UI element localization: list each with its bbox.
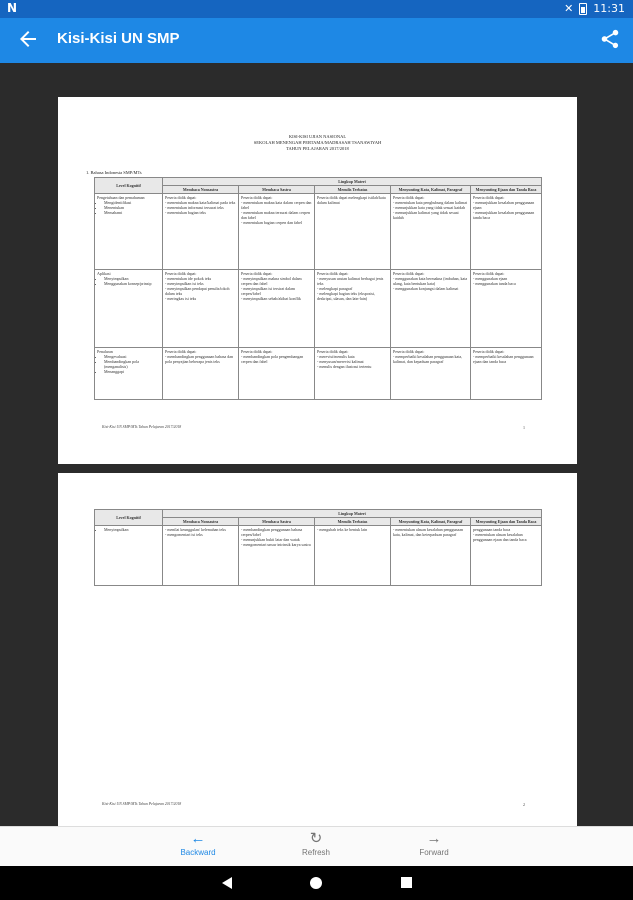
- table-cell: - mengubah teks ke bentuk lain: [315, 526, 391, 586]
- table-row: [95, 270, 542, 348]
- table-cell: Peserta didik dapat: - membandingkan pola pengembangan cerpen dan fabel: [239, 348, 315, 400]
- level-bullet: • Memahami: [104, 210, 160, 215]
- system-home-icon[interactable]: [310, 877, 322, 889]
- pdf-page-2: [58, 473, 577, 826]
- table-cell: - menilai keunggulan/ kelemahan teks - mengomentari isi teks: [163, 526, 239, 586]
- column-header: Menulis Terbatas: [315, 518, 391, 526]
- title-line: TAHUN PELAJARAN 2017/2018: [286, 146, 349, 151]
- column-header: Membaca Nonsastra: [163, 518, 239, 526]
- system-back-icon[interactable]: [222, 877, 232, 889]
- column-header: Menyunting Kata, Kalimat, Paragraf: [391, 518, 471, 526]
- page-footer: Kisi-Kisi UN SMP/MTs Tahun Pelajaran 2017/2018: [102, 425, 182, 429]
- table-cell: Peserta didik dapat: - membandingkan penggunaan bahasa dan pola penyajian beberapa jenis teks: [163, 348, 239, 400]
- level-name: Pengetahuan dan pemahaman: [97, 195, 145, 200]
- table-cell: Peserta didik dapat: - menggunakan kata bermakna (imbuhan, kata ulang, kata bentukan kata) - menggunakan konjungsi dalam kalimat: [391, 270, 471, 348]
- status-bar: [0, 0, 633, 18]
- pdf-viewer[interactable]: [0, 63, 633, 826]
- table-cell: Peserta didik dapat: - menyimpulkan makna simbol dalam cerpen dan fabel - menyimpulkan isi tersirat dalam cerpen/fabel - menyimpulkan sebab/akibat konflik: [239, 270, 315, 348]
- backward-button[interactable]: [158, 830, 238, 857]
- column-header: Membaca Sastra: [239, 518, 315, 526]
- table-cell: - menentukan alasan kesalahan penggunaan kata, kalimat, dan keterpaduan paragraf: [391, 526, 471, 586]
- table-cell: Peserta didik dapat: - memperbaiki kesalahan penggunaan kata, kalimat, dan kepaduan paragraf: [391, 348, 471, 400]
- document-title: [58, 134, 577, 152]
- level-bullet: • Membandingkan pola (menganalisis): [104, 359, 160, 369]
- system-navigation-bar: [0, 866, 633, 900]
- forward-label: Forward: [419, 848, 449, 857]
- level-name: Aplikasi: [97, 271, 111, 276]
- title-line: KISI-KISI UJIAN NASIONAL: [288, 134, 347, 139]
- lingkup-header: Lingkup Materi: [163, 178, 542, 186]
- level-bullet: • Mengidentifikasi: [104, 200, 160, 205]
- page-number: 1: [523, 425, 525, 430]
- arrow-right-icon: →: [426, 830, 442, 847]
- table-cell: Peserta didik dapat: - menentukan ide pokok teks - menyimpulkan isi teks - menyimpulkan pendapat penulis/tokoh dalam teks - meringkas isi teks: [163, 270, 239, 348]
- table-row: [95, 526, 542, 586]
- level-cell: [95, 526, 163, 586]
- table-cell: Peserta didik dapat melengkapi istilah/kata dalam kalimat: [315, 194, 391, 270]
- arrow-left-icon: ←: [190, 830, 206, 847]
- level-name: Penalaran: [97, 349, 113, 354]
- title-line: SEKOLAH MENENGAH PERTAMA/MADRASAH TSANAWIYAH: [253, 140, 382, 145]
- column-header: Menyunting Ejaan dan Tanda Baca: [471, 186, 542, 194]
- column-header: Menyunting Kata, Kalimat, Paragraf: [391, 186, 471, 194]
- arrow-left-icon[interactable]: [16, 27, 40, 51]
- page-footer: Kisi-Kisi UN SMP/MTs Tahun Pelajaran 2017/2018: [102, 802, 182, 806]
- column-header: Menyunting Ejaan dan Tanda Baca: [471, 518, 542, 526]
- clock: 11:31: [593, 2, 625, 15]
- level-cell: [95, 194, 163, 270]
- system-recents-icon[interactable]: [401, 877, 412, 888]
- refresh-icon: ↻: [309, 830, 323, 847]
- kisi-table: [94, 177, 542, 400]
- level-bullet: • Mengevaluasi: [104, 354, 160, 359]
- lingkup-header: Lingkup Materi: [163, 510, 542, 518]
- refresh-label: Refresh: [301, 848, 330, 857]
- table-cell: - membandingkan penggunaan bahasa cerpen/fabel - menunjukkan bukti latar dan watak - mengomentari unsur intrinsik karya sastra: [239, 526, 315, 586]
- level-header: Level Kognitif: [95, 510, 163, 526]
- level-bullet: • Menggunakan konsep/prinsip: [104, 281, 160, 286]
- app-bar: [0, 18, 633, 63]
- refresh-button[interactable]: [276, 830, 356, 857]
- table-cell: Peserta didik dapat: - menyusun urutan kalimat berbagai jenis teks - melengkapi paragraf - melengkapi bagian teks (eksposisi, deskripsi, ulasan, dan lain-lain): [315, 270, 391, 348]
- table-cell: Peserta didik dapat: - menentukan makna kata/kalimat pada teks - menentukan informasi tersurat teks - menentukan bagian teks: [163, 194, 239, 270]
- battery-icon: [579, 3, 587, 15]
- kisi-table: [94, 509, 542, 586]
- level-cell: [95, 270, 163, 348]
- share-icon[interactable]: [599, 28, 621, 50]
- level-bullet: • Menyimpulkan: [104, 276, 160, 281]
- table-cell: Peserta didik dapat: - menggunakan ejaan - menggunakan tanda baca: [471, 270, 542, 348]
- table-cell: Peserta didik dapat: - menentukan makna kata dalam cerpen dan fabel - menentukan makna tersurat dalam cerpen dan fabel - menentukan bagian cerpen dan fabel: [239, 194, 315, 270]
- backward-label: Backward: [180, 848, 216, 857]
- level-cell: [95, 348, 163, 400]
- bottom-navigation: [0, 826, 633, 867]
- level-bullet: • Menentukan: [104, 205, 160, 210]
- table-row: [95, 348, 542, 400]
- table-cell: Peserta didik dapat: - menentukan kata penghubung dalam kalimat - menunjukkan kata yang tidak sesuai kaidah - menunjukkan kalimat yang tidak sesuai kaidah: [391, 194, 471, 270]
- table-cell: Peserta didik dapat: - memperbaiki kesalahan penggunaan ejaan dan tanda baca: [471, 348, 542, 400]
- page-number: 2: [523, 802, 525, 807]
- mute-icon: ✕: [564, 2, 574, 15]
- forward-button[interactable]: [394, 830, 474, 857]
- table-cell: penggunaan tanda baca - menentukan alasan kesalahan penggunaan ejaan dan tanda baca: [471, 526, 542, 586]
- level-bullet: • Menyimpulkan: [104, 527, 160, 532]
- column-header: Menulis Terbatas: [315, 186, 391, 194]
- section-heading: 1. Bahasa Indonesia SMP/MTs: [86, 170, 142, 175]
- table-row: [95, 194, 542, 270]
- table-cell: Peserta didik dapat: - merevisi/menulis kata - menyusun/merevisi kalimat - menulis dengan ilustrasi tertentu: [315, 348, 391, 400]
- column-header: Membaca Sastra: [239, 186, 315, 194]
- table-cell: Peserta didik dapat: - menunjukkan kesalahan penggunaan ejaan - menunjukkan kesalahan penggunaan tanda baca: [471, 194, 542, 270]
- notification-icon: N: [7, 1, 18, 15]
- level-header: Level Kognitif: [95, 178, 163, 194]
- level-bullet: • Menanggapi: [104, 369, 160, 374]
- pdf-page-1: [58, 97, 577, 464]
- app-title: Kisi-Kisi UN SMP: [57, 30, 180, 47]
- column-header: Membaca Nonsastra: [163, 186, 239, 194]
